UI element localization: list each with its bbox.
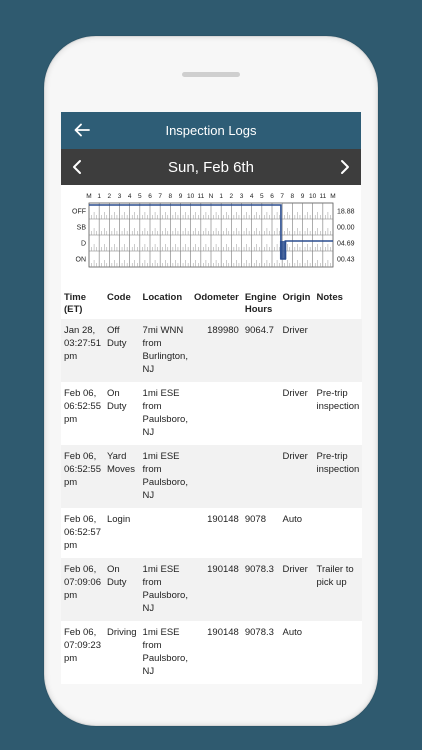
page-title: Inspection Logs: [165, 123, 257, 138]
table-header-row: [61, 289, 362, 319]
cell-engine: 9078.3: [244, 564, 274, 575]
cell-time: Jan 28, 03:27:51 pm: [64, 325, 101, 362]
cell-origin: Driver: [282, 388, 308, 399]
date-navigator: [61, 149, 361, 185]
hour-label: 7: [158, 193, 162, 200]
hour-label: 4: [249, 193, 254, 200]
cell-code: Off Duty: [106, 325, 127, 349]
column-header-location: Location: [142, 292, 183, 303]
hour-label: 11: [197, 193, 205, 200]
hour-label: 9: [178, 193, 183, 200]
cell-notes: Trailer to pick up: [316, 564, 354, 588]
cell-engine: [242, 445, 280, 508]
cell-code: Login: [106, 514, 131, 525]
cell-time: Feb 06, 07:09:06 pm: [64, 564, 101, 601]
duty-status-grid: [61, 185, 361, 289]
hour-label: 2: [229, 193, 234, 200]
hour-label: 8: [168, 193, 173, 200]
status-row-label: SB: [76, 224, 86, 232]
table-row[interactable]: [61, 621, 362, 684]
cell-code: On Duty: [106, 388, 127, 412]
column-header-odometer: Odometer: [193, 292, 239, 303]
cell-origin: Auto: [282, 514, 303, 525]
hour-label: 11: [319, 193, 327, 200]
hour-label: 1: [219, 193, 223, 200]
column-header-notes: Notes: [316, 292, 343, 303]
table-row[interactable]: [61, 508, 362, 558]
cell-odometer: [191, 445, 242, 508]
cell-time: Feb 06, 07:09:23 pm: [64, 627, 101, 664]
hour-label: 6: [270, 193, 274, 200]
hour-label: 1: [97, 193, 101, 200]
status-row-label: ON: [75, 256, 86, 264]
cell-engine: [242, 382, 280, 445]
duty-status-graph: [61, 185, 361, 289]
cell-notes: [314, 621, 363, 684]
table-row[interactable]: [61, 445, 362, 508]
cell-odometer: 190148: [207, 514, 239, 525]
hour-label: 6: [148, 193, 152, 200]
cell-origin: Auto: [282, 627, 303, 638]
cell-location: 1mi ESE from Paulsboro, NJ: [142, 627, 188, 677]
table-row[interactable]: [61, 558, 362, 621]
duty-transition-mark: [280, 241, 286, 259]
column-header-origin: Origin: [282, 292, 311, 303]
app-screen: [61, 112, 361, 677]
cell-notes: [314, 508, 363, 558]
current-date: Sun, Feb 6th: [168, 158, 254, 176]
hour-label: M: [330, 193, 336, 200]
cell-odometer: 190148: [207, 564, 239, 575]
chevron-right-icon[interactable]: [339, 159, 351, 175]
cell-notes: Pre-trip inspection: [316, 451, 360, 475]
cell-engine: 9078.3: [244, 627, 274, 638]
hour-label: 10: [309, 193, 317, 200]
cell-time: Feb 06, 06:52:57 pm: [64, 514, 101, 551]
cell-odometer: [191, 382, 242, 445]
cell-code: On Duty: [106, 564, 127, 588]
hour-label: 5: [138, 193, 142, 200]
cell-location: 1mi ESE from Paulsboro, NJ: [142, 564, 188, 614]
back-arrow-icon[interactable]: [73, 121, 91, 139]
cell-origin: Driver: [282, 325, 308, 336]
status-row-label: OFF: [72, 208, 86, 216]
cell-origin: Driver: [282, 564, 308, 575]
app-bar: [61, 112, 361, 149]
cell-notes: Pre-trip inspection: [316, 388, 360, 412]
status-row-total: 00.00: [337, 224, 355, 232]
column-header-time: Time (ET): [64, 292, 87, 315]
hour-label: 10: [187, 193, 195, 200]
hour-label: 8: [290, 193, 295, 200]
hour-label: N: [208, 193, 214, 200]
hour-label: 2: [107, 193, 112, 200]
status-row-label: D: [80, 240, 86, 248]
table-row[interactable]: [61, 382, 362, 445]
cell-engine: 9064.7: [244, 325, 274, 336]
cell-odometer: 190148: [207, 627, 239, 638]
cell-code: Yard Moves: [106, 451, 135, 475]
cell-location: 1mi ESE from Paulsboro, NJ: [142, 388, 188, 438]
cell-code: Driving: [106, 627, 137, 638]
hour-label: 9: [300, 193, 305, 200]
cell-location: [140, 508, 191, 558]
status-row-total: 18.88: [337, 208, 355, 216]
column-header-engine-hours: Engine Hours: [244, 292, 277, 315]
cell-engine: 9078: [244, 514, 266, 525]
hour-label: M: [86, 193, 92, 200]
status-row-total: 04.69: [337, 240, 355, 248]
cell-origin: Driver: [282, 451, 308, 462]
logs-table: [61, 289, 362, 684]
hour-label: 3: [117, 193, 122, 200]
table-row[interactable]: [61, 319, 362, 382]
hour-label: 7: [280, 193, 284, 200]
status-row-total: 00.43: [337, 256, 355, 264]
cell-time: Feb 06, 06:52:55 pm: [64, 451, 101, 488]
cell-location: 1mi ESE from Paulsboro, NJ: [142, 451, 188, 501]
cell-time: Feb 06, 06:52:55 pm: [64, 388, 101, 425]
column-header-code: Code: [106, 292, 131, 303]
phone-speaker: [182, 72, 240, 77]
cell-notes: [314, 319, 363, 382]
hour-label: 4: [127, 193, 132, 200]
chevron-left-icon[interactable]: [71, 159, 83, 175]
hour-label: 5: [260, 193, 264, 200]
hour-label: 3: [239, 193, 244, 200]
cell-odometer: 189980: [207, 325, 239, 336]
cell-location: 7mi WNN from Burlington, NJ: [142, 325, 188, 375]
